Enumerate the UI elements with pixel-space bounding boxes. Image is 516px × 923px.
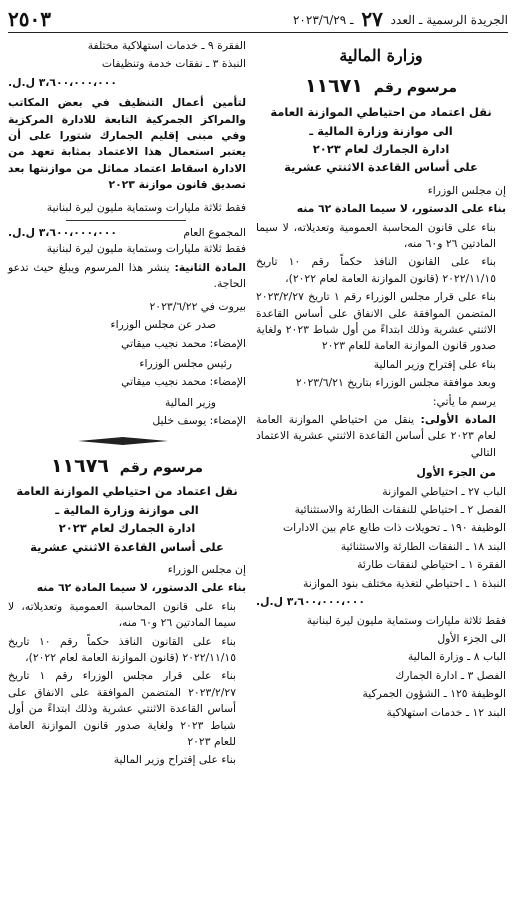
title-line: الى موازنة وزارة المالية ـ (55, 502, 199, 517)
preamble-para: وبعد موافقة مجلس الوزراء بتاريخ ٢٠٢٣/٦/٢١ (295, 376, 496, 390)
preamble-para: بناء على القانون النافذ حكماً رقم ١٠ تاريخ ٢٠٢٢/١١/١٥ (قانون الموازنة العامة لعام ٢٠٢٢)، (256, 255, 496, 285)
budget-line: النبذة ١ ـ احتياطي لتغذية مختلف بنود الموازنة (303, 576, 506, 590)
article-one-label: المادة الأولى: (420, 413, 496, 427)
preamble-para: بناء على قانون المحاسبة العمومية وتعديلاته، لا سيما المادتين ٢٦ و٦٠ منه، (256, 220, 496, 250)
purpose-text: لتأمين أعمال التنظيف في بعض المكاتب والمراكز الجمركية التابعة للادارة المركزية وفي مبنى إقليم الجمارك شتورا على أن يعتبر استعمال هذا الاعتماد بمثابة تعهد من الادارة اسقاط اعتماد مماثل من موازنتها بعد تصديق قانون موازنة ٢٠٢٣ (8, 96, 246, 192)
budget-line: الباب ٢٧ ـ احتياطي الموازنة (382, 484, 506, 498)
budget-line: الفقرة ١ ـ احتياطي لنفقات طارئة (357, 558, 506, 572)
preamble-para: بناء على إقتراح وزير المالية (373, 357, 496, 371)
issue-number: ٢٧ (361, 7, 383, 31)
decree-number: ١١٦٧٦ (50, 454, 109, 477)
decree-heading (256, 72, 506, 101)
budget-line: الباب ٨ ـ وزارة المالية (407, 650, 506, 664)
section-divider (8, 436, 246, 446)
total-words: فقط ثلاثة مليارات وستماية مليون ليرة لبنانية (46, 242, 246, 256)
left-column (8, 38, 246, 771)
total-label: المجموع العام (183, 226, 246, 240)
preamble-para: بناء على القانون النافذ حكماً رقم ١٠ تاريخ ٢٠٢٢/١١/١٥ (قانون الموازنة العامة لعام ٢٠٢٢)، (8, 634, 237, 664)
title-line: نقل اعتماد من احتياطي الموازنة العامة (270, 105, 492, 120)
amount: ٣،٦٠٠،٠٠٠،٠٠٠ ل.ل. (8, 75, 117, 89)
budget-line: الوظيفة ١٢٥ ـ الشؤون الجمركية (362, 687, 506, 701)
title-line: نقل اعتماد من احتياطي الموازنة العامة (16, 484, 238, 499)
council-line: إن مجلس الوزراء (167, 562, 246, 576)
total-amount: ٣،٦٠٠،٠٠٠،٠٠٠ ل.ل. (8, 226, 117, 240)
divider-rule (66, 220, 186, 221)
title-line: على أساس القاعدة الاثنتي عشرية (284, 160, 478, 175)
article-one-text: ينقل من احتياطي الموازنة العامة لعام ٢٠٢٣ على أساس القاعدة الاثنتي عشرية الاعتماد التالي (256, 413, 496, 459)
decrees-line: يرسم ما يأتي: (432, 394, 496, 408)
constitution-line: بناء على الدستور، لا سيما المادة ٦٢ منه (296, 202, 506, 216)
decree-title (8, 482, 246, 556)
preamble-para: بناء على قانون المحاسبة العمومية وتعديلاته، لا سيما المادتين ٢٦ و٦٠ منه، (8, 599, 236, 630)
preamble-para: بناء على إقتراح وزير المالية (113, 753, 236, 767)
gazette-name: الجريدة الرسمية ـ العدد (390, 13, 508, 27)
page-number: ٢٥٠٣ (8, 7, 51, 31)
constitution-line: بناء على الدستور، لا سيما المادة ٦٢ منه (36, 581, 246, 595)
decree-label: مرسوم رقم (119, 459, 204, 476)
issue-date: ـ ٢٠٢٣/٦/٢٩ (292, 13, 354, 27)
from-part-heading: من الجزء الأول (416, 466, 496, 480)
pm-title: رئيس مجلس الوزراء (139, 356, 232, 370)
title-line: على أساس القاعدة الاثنتي عشرية (30, 539, 224, 554)
total-row (8, 225, 246, 241)
amount-words: فقط ثلاثة مليارات وستماية مليون ليرة لبنانية (306, 613, 506, 627)
amount: ٣،٦٠٠،٠٠٠،٠٠٠ ل.ل. (256, 595, 365, 609)
budget-line: الفقرة ٩ ـ خدمات استهلاكية مختلفة (87, 39, 246, 52)
title-line: ادارة الجمارك لعام ٢٠٢٣ (58, 521, 196, 536)
diamond-divider-icon (78, 436, 168, 446)
preamble-para: بناء على قرار مجلس الوزراء رقم ١ تاريخ ٢٠٢٣/٢/٢٧ المتضمن الموافقة على الانفاق على أساس القاعدة الاثنتي عشرية وذلك ابتداءً من أول شباط ٢٠٢٣ ولغاية صدور قانون الموازنة العامة للعام ٢٠٢٣ (8, 669, 236, 749)
budget-line: الوظيفة ١٩٠ ـ تحويلات ذات طابع عام بين الادارات (282, 521, 506, 535)
issued-by: صدر عن مجلس الوزراء (110, 318, 216, 332)
title-line: ادارة الجمارك لعام ٢٠٢٣ (312, 141, 450, 156)
signature-line: الإمضاء: محمد نجيب ميقاتي (121, 375, 246, 389)
title-line: الى موازنة وزارة المالية ـ (309, 123, 453, 138)
decree-title (256, 103, 506, 177)
budget-line: الفصل ٣ ـ ادارة الجمارك (395, 668, 506, 682)
to-part-heading: الى الجزء الأول (437, 631, 506, 645)
decree-heading (8, 452, 246, 481)
signature-line: الإمضاء: يوسف خليل (152, 414, 246, 428)
article-two-label: المادة الثانية: (174, 260, 247, 274)
budget-line: البند ١٨ ـ النفقات الطارئة والاستثنائية (340, 539, 506, 553)
place-date: بيروت في ٢٠٢٣/٦/٢٢ (149, 299, 246, 313)
decree-label: مرسوم رقم (373, 80, 458, 97)
article-two-text: ينشر هذا المرسوم ويبلغ حيث تدعو الحاجة. (8, 260, 246, 291)
amount-words: فقط ثلاثة مليارات وستماية مليون ليرة لبنانية (46, 200, 246, 214)
budget-line: البند ١٢ ـ خدمات استهلاكية (386, 705, 506, 719)
decree-number: ١١٦٧١ (304, 75, 363, 98)
right-column (256, 38, 506, 723)
gazette-title (293, 7, 508, 31)
ministry-heading: وزارة المالية (339, 46, 423, 65)
budget-line: الفصل ٢ ـ احتياطي للنفقات الطارئة والاستثنائية (294, 503, 506, 517)
page-header (8, 6, 508, 33)
signature-line: الإمضاء: محمد نجيب ميقاتي (121, 336, 246, 350)
preamble-para: بناء على قرار مجلس الوزراء رقم ١ تاريخ ٢٠٢٣/٢/٢٧ المتضمن الموافقة على الانفاق على أساس القاعدة الاثنتي عشرية وذلك ابتداءً من أول شباط ٢٠٢٣ ولغاية صدور قانون الموازنة العامة للعام ٢٠٢٣ (256, 290, 496, 353)
article-two (8, 260, 246, 293)
council-line: إن مجلس الوزراء (427, 183, 506, 197)
minister-title: وزير المالية (165, 395, 216, 409)
article-one (256, 412, 506, 461)
budget-line: النبذة ٣ ـ نفقات خدمة وتنظيفات (101, 57, 246, 71)
